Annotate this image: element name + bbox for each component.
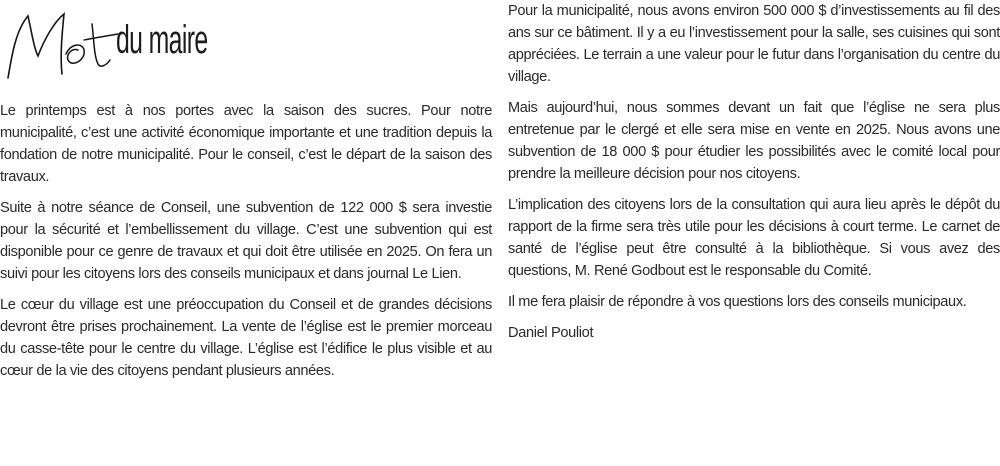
paragraph: Le cœur du village est une préoccupation du Conseil et de grandes décisions devront être prises prochainement. La vente de l’église est le premier morceau du casse-tête pour le centre du village. L’église est l’édifice le plus visible et au cœur de la vie des citoyens pendant plusieurs années. [0, 297, 492, 379]
right-column [508, 0, 1000, 353]
paragraph: Mais aujourd’hui, nous sommes devant un fait que l’église ne sera plus entretenue par le clergé et elle sera mise en vente en 2025. Nous avons une subvention de 18 000 $ pour étudier les possibilités avec le comité local pour prendre la meilleure décision pour nos citoyens. [508, 100, 1000, 182]
paragraph: Suite à notre séance de Conseil, une subvention de 122 000 $ sera investie pour la sécurité et l’embellissement du village. C’est une subvention qui est disponible pour ce genre de travaux et qui doit être utilisée en 2025. On fera un suivi pour les citoyens lors des conseils municipaux et dans journal Le Lien. [0, 200, 492, 282]
script-lettering [2, 4, 122, 88]
paragraph: Le printemps est à nos portes avec la saison des sucres. Pour notre municipalité, c’est une activité économique importante et une tradition depuis la fondation de notre municipalité. Pour le conseil, c’est le départ de la saison des travaux. [0, 103, 492, 185]
paragraph: L’implication des citoyens lors de la consultation qui aura lieu après le dépôt du rapport de la firme sera très utile pour les décisions à court terme. Le carnet de santé de l’église peut être consulté à la bibliothèque. Si vous avez des questions, M. René Godbout est le responsable du Comité. [508, 197, 1000, 279]
left-column [0, 0, 492, 391]
paragraph: Il me fera plaisir de répondre à vos questions lors des conseils municipaux. [508, 294, 967, 310]
article-heading [0, 0, 492, 100]
paragraph: Pour la municipalité, nous avons environ 500 000 $ d’investissements au fil des ans sur ce bâtiment. Il y a eu l’investissement pour la salle, ses cuisines qui sont appréciées. Le terrain a une valeur pour le futur dans l’organisation du centre du village. [508, 3, 1000, 85]
script-title-word [2, 4, 122, 88]
heading-text: du maire [116, 18, 208, 62]
signature: Daniel Pouliot [508, 325, 594, 341]
